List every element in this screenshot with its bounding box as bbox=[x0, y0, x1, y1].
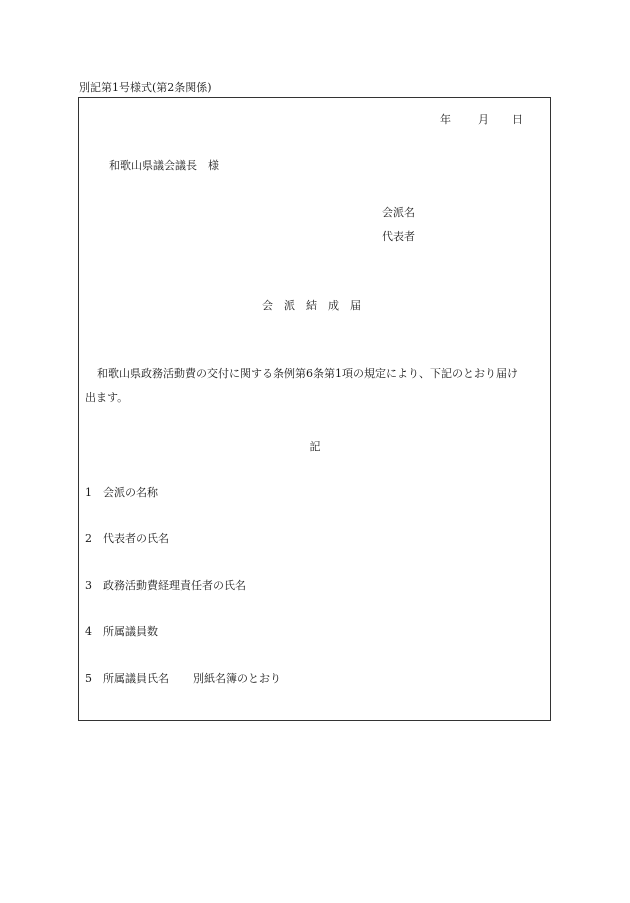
item-number: 2 bbox=[85, 532, 92, 545]
item-label: 会派の名称 bbox=[103, 486, 158, 499]
representative-label: 代表者 bbox=[382, 230, 415, 243]
list-item bbox=[85, 580, 246, 591]
item-number: 1 bbox=[85, 486, 92, 499]
body-text-line-1: 和歌山県政務活動費の交付に関する条例第6条第1項の規定により、下記のとおり届け bbox=[97, 367, 518, 380]
item-number: 5 bbox=[85, 672, 92, 685]
document-title: 会派結成届 bbox=[262, 299, 372, 312]
item-number: 4 bbox=[85, 625, 92, 638]
addressee: 和歌山県議会議長 様 bbox=[109, 159, 219, 172]
item-number: 3 bbox=[85, 579, 92, 592]
item-label: 所属議員数 bbox=[103, 625, 158, 638]
date-day-label: 日 bbox=[512, 113, 523, 126]
date-year-label: 年 bbox=[440, 113, 451, 126]
item-label: 所属議員氏名 bbox=[103, 672, 169, 685]
date-month-label: 月 bbox=[478, 113, 489, 126]
ki-heading: 記 bbox=[309, 440, 321, 453]
list-item bbox=[85, 487, 158, 498]
list-item bbox=[85, 626, 158, 637]
body-text-line-2: 出ます。 bbox=[85, 391, 129, 404]
group-name-label: 会派名 bbox=[382, 206, 415, 219]
form-number-label: 別記第1号様式(第2条関係) bbox=[79, 81, 212, 94]
list-item bbox=[85, 533, 169, 544]
item-label: 政務活動費経理責任者の氏名 bbox=[103, 579, 246, 592]
item-label: 代表者の氏名 bbox=[103, 532, 169, 545]
item-value: 別紙名簿のとおり bbox=[193, 672, 281, 685]
list-item bbox=[85, 673, 281, 684]
